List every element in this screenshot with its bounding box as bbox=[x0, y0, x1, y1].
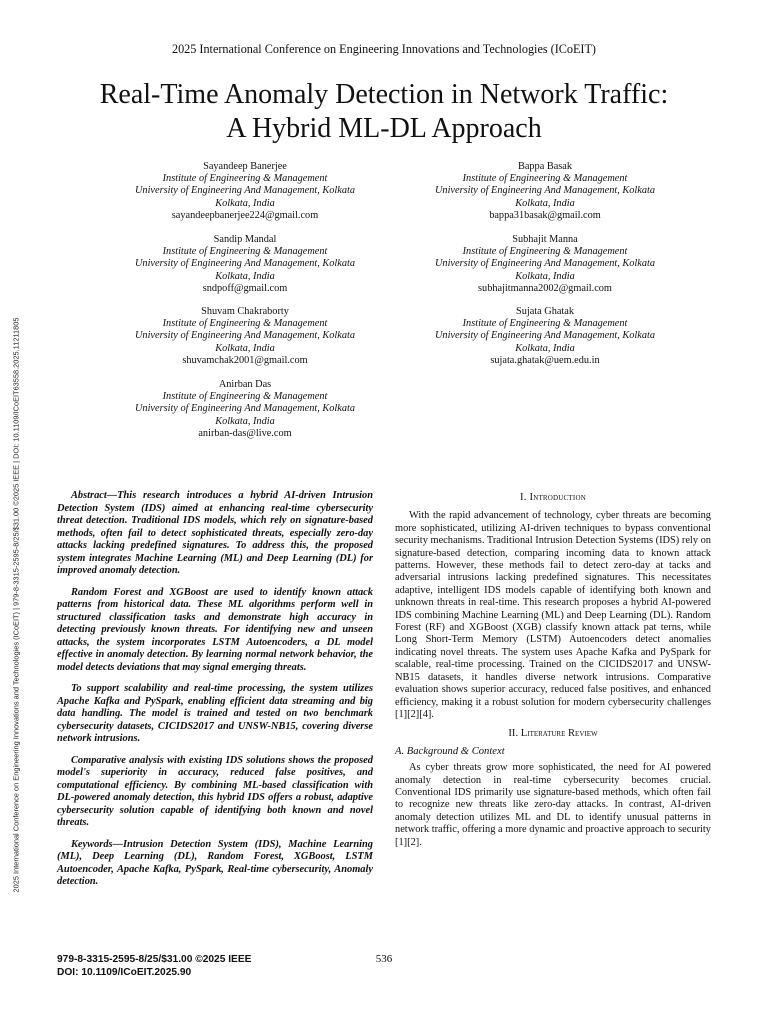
author-block bbox=[100, 379, 390, 440]
author-email: bappa31basak@gmail.com bbox=[489, 209, 601, 221]
section-title: Introduction bbox=[529, 492, 586, 503]
author-email: sayandeepbanerjee224@gmail.com bbox=[171, 209, 319, 221]
section-number: I. bbox=[520, 492, 527, 503]
page-number: 536 bbox=[375, 953, 393, 965]
author-name: Bappa Basak bbox=[517, 161, 573, 172]
section-heading-introduction bbox=[395, 492, 711, 504]
author-dept: Institute of Engineering & Management bbox=[162, 391, 328, 403]
author-univ: University of Engineering And Management, Kolkata bbox=[434, 258, 655, 270]
author-univ: University of Engineering And Management, Kolkata bbox=[434, 185, 655, 197]
author-dept: Institute of Engineering & Management bbox=[162, 318, 328, 330]
author-dept: Institute of Engineering & Management bbox=[462, 246, 628, 258]
author-name: Sayandeep Banerjee bbox=[203, 161, 287, 172]
footer-isbn: 979-8-3315-2595-8/25/$31.00 ©2025 IEEE bbox=[57, 954, 252, 965]
author-univ: University of Engineering And Management, Kolkata bbox=[134, 330, 355, 342]
author-location: Kolkata, India bbox=[515, 270, 575, 282]
abstract-paragraph: Abstract—This research introduces a hybrid AI-driven Intrusion Detection System (IDS) aimed at enhancing real-time cybersecurity threat detection. Traditional IDS models, which rely on signature-based methods, often fail to detect sophisticated threats, especially zero-day attacks lacking predefined signatures. To address this, the proposed system integrates Machine Learning (ML) and Deep Learning (DL) for improved anomaly detection. bbox=[57, 490, 373, 576]
footer-doi: DOI: 10.1109/ICoEIT.2025.90 bbox=[57, 967, 192, 978]
author-dept: Institute of Engineering & Management bbox=[462, 318, 628, 330]
abstract-paragraph: Random Forest and XGBoost are used to identify known attack patterns from historical data. These ML algorithms perform well in structured classification tasks and demonstrate high accuracy in detecting previously known threats. For identifying new and unseen attacks, the system incorporates LSTM Autoencoders, a DL model effective in anomaly detection. By learning normal network behavior, the model detects deviations that may signal emerging threats. bbox=[57, 586, 373, 673]
author-email: subhajitmanna2002@gmail.com bbox=[478, 282, 612, 294]
title-line-2: A Hybrid ML-DL Approach bbox=[226, 113, 542, 144]
author-location: Kolkata, India bbox=[515, 342, 575, 354]
section-heading-literature-review bbox=[395, 728, 711, 740]
author-email: sndpoff@gmail.com bbox=[202, 282, 288, 294]
section-number: II. bbox=[508, 728, 519, 740]
author-name: Subhajit Manna bbox=[512, 234, 578, 245]
right-column bbox=[395, 492, 711, 849]
author-univ: University of Engineering And Management, Kolkata bbox=[434, 330, 655, 342]
author-email: anirban-das@live.com bbox=[198, 427, 292, 439]
author-dept: Institute of Engineering & Management bbox=[162, 173, 328, 185]
sidebar-doi-strip bbox=[4, 258, 28, 953]
author-block bbox=[400, 161, 690, 222]
sidebar-doi-text: 2025 International Conference on Engineering Innovations and Technologies (ICoEIT) | 979-8-3315-2595-8/25/$31.00 ©2025 IEEE | DOI: 10.1109/ICoEIT63558.2025.11211805 bbox=[11, 317, 21, 893]
lit-paragraph: As cyber threats grow more sophisticated, the need for AI powered anomaly detection in real-time cybersecurity becomes crucial. Conventional IDS primarily use signature-based methods, which often fail to recognize new threats like zero-day attacks. In contrast, AI-driven anomaly detection utilizes ML and DL to identify unusual patterns in network traffic, offering a more dynamic and proactive approach to security [1][2]. bbox=[395, 762, 711, 848]
author-location: Kolkata, India bbox=[215, 342, 275, 354]
author-block bbox=[100, 161, 390, 222]
author-location: Kolkata, India bbox=[515, 197, 575, 209]
author-email: shuvamchak2001@gmail.com bbox=[182, 354, 308, 366]
author-dept: Institute of Engineering & Management bbox=[162, 246, 328, 258]
author-block bbox=[400, 234, 690, 295]
author-name: Sandip Mandal bbox=[213, 234, 277, 245]
author-univ: University of Engineering And Management, Kolkata bbox=[134, 258, 355, 270]
intro-paragraph: With the rapid advancement of technology, cyber threats are becoming more sophisticated, utilizing AI-driven techniques to bypass conventional security mechanisms. Traditional Intrusion Detection Systems (IDS) rely on signature-based detection, comparing incoming data to known attack patterns. However, these methods fail to detect zero-day at tacks and adversarial intrusions lacking predefined signatures. This necessitates adaptive, intelligent IDS models capable of identifying both known and unknown threats in real-time. This research proposes a hybrid AI-powered IDS combining Machine Learning (ML) and Deep Learning (DL). Random Forest (RF) and XGBoost (XGB) classify known attack pat terns, while Long Short-Term Memory (LSTM) Autoencoders detect anomalies indicating novel threats. The system uses Apache Kafka and PySpark for scalable, real-time processing. Trained on the CICIDS2017 and UNSW-NB15 datasets, it handles diverse network intrusions. Comparative evaluation shows superior accuracy, reduced false positives, and enhanced efficiency, making it a robust solution for modern cybersecurity challenges [1][2][4]. bbox=[395, 510, 712, 720]
title-line-1: Real-Time Anomaly Detection in Network Traffic: bbox=[99, 79, 669, 110]
conference-header: 2025 International Conference on Engineering Innovations and Technologies (ICoEIT) bbox=[171, 42, 596, 56]
author-name: Shuvam Chakraborty bbox=[201, 306, 289, 317]
author-location: Kolkata, India bbox=[215, 197, 275, 209]
keywords: Keywords—Intrusion Detection System (IDS), Machine Learning (ML), Deep Learning (DL), Random Forest, XGBoost, LSTM Autoencoder, Apache Kafka, PySpark, Real-time cybersecurity, Anomaly detection. bbox=[57, 838, 373, 887]
abstract-paragraph: To support scalability and real-time processing, the system utilizes Apache Kafka and PySpark, enabling efficient data streaming and big data handling. The model is trained and tested on two benchmark cybersecurity datasets, CICIDS2017 and UNSW-NB15, covering diverse network intrusions. bbox=[57, 683, 373, 744]
author-location: Kolkata, India bbox=[215, 270, 275, 282]
author-univ: University of Engineering And Management, Kolkata bbox=[134, 185, 355, 197]
abstract-paragraph: Comparative analysis with existing IDS solutions shows the proposed model's superiority in accuracy, reduced false positives, and computational efficiency. By combining ML-based classification with DL-powered anomaly detection, this hybrid IDS offers a robust, adaptive cybersecurity solution capable of identifying both known and novel threats. bbox=[57, 754, 373, 828]
subsection-heading: A. Background & Context bbox=[395, 745, 505, 757]
author-location: Kolkata, India bbox=[215, 415, 275, 427]
author-block bbox=[100, 306, 390, 367]
author-name: Anirban Das bbox=[218, 379, 272, 390]
author-email: sujata.ghatak@uem.edu.in bbox=[490, 354, 600, 366]
abstract-section bbox=[57, 490, 373, 898]
author-dept: Institute of Engineering & Management bbox=[462, 173, 628, 185]
paper-title bbox=[0, 78, 768, 146]
author-block bbox=[100, 234, 390, 295]
section-title: Literature Review bbox=[520, 728, 598, 740]
author-block bbox=[400, 306, 690, 367]
author-univ: University of Engineering And Management, Kolkata bbox=[134, 403, 355, 415]
author-name: Sujata Ghatak bbox=[515, 306, 575, 317]
